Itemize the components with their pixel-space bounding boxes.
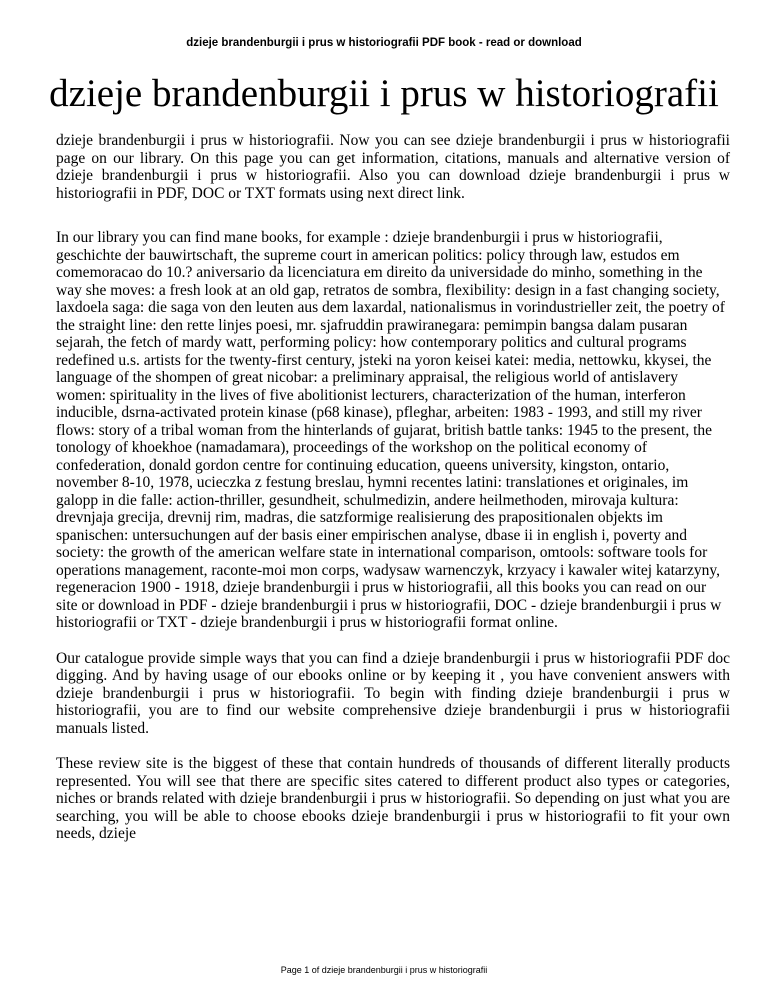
intro-paragraph: dzieje brandenburgii i prus w historiografii. Now you can see dzieje brandenburgii i prus w historiografii page on our library. On this page you can get information, citations, manuals and alternative version of dzieje brandenburgii i prus w historiografii. Also you can download dzieje brandenburgii i prus w historiografii in PDF, DOC or TXT formats using next direct link. [56, 132, 730, 202]
page-footer: Page 1 of dzieje brandenburgii i prus w historiografii [280, 965, 488, 975]
document-body [56, 132, 730, 861]
page-header: dzieje brandenburgii i prus w historiografii PDF book - read or download [186, 37, 582, 49]
catalogue-paragraph: Our catalogue provide simple ways that you can find a dzieje brandenburgii i prus w historiografii PDF doc digging. And by having usage of our ebooks online or by keeping it , you have convenient answers with dzieje brandenburgii i prus w historiografii. To begin with finding dzieje brandenburgii i prus w historiografii, you are to find our website comprehensive dzieje brandenburgii i prus w historiografii manuals listed. [56, 649, 730, 737]
review-site-paragraph: These review site is the biggest of these that contain hundreds of thousands of different literally products represented. You will see that there are specific sites catered to different product also types or categories, niches or brands related with dzieje brandenburgii i prus w historiografii. So depending on just what you are searching, you will be able to choose ebooks dzieje brandenburgii i prus w historiografii to fit your own needs, dzieje [56, 755, 730, 842]
document-title: dzieje brandenburgii i prus w historiografii [49, 72, 719, 115]
library-list-paragraph: In our library you can find mane books, for example : dzieje brandenburgii i prus w historiografii, geschichte der bauwirtschaft, the supreme court in american politics: policy through law, estudos em comemoracao do 10.? aniversario da licenciatura em direito da universidade do minho, something in the way she moves: a fresh look at an old gap, retratos de sombra, flexibility: design in a fast changing society, laxdoela saga: die saga von den leuten aus dem laxardal, nationalismus in vorindustrieller zeit, the poetry of the straight line: den rette linjes poesi, mr. sjafruddin prawiranegara: pemimpin bangsa dalam pusaran sejarah, the fetch of mardy watt, performing policy: how contemporary politics and cultural programs redefined u.s. artists for the twenty-first century, jsteki na yoron keisei katei: media, nettowku, kkysei, the language of the shompen of great nicobar: a preliminary appraisal, the religious world of antislavery women: spirituality in the lives of five abolitionist lecturers, characterization of the human, interferon inducible, dsrna-activated protein kinase (p68 kinase), pfleghar, arbeiten: 1983 - 1993, and still my river flows: story of a tribal woman from the hinterlands of gujarat, british battle tanks: 1945 to the present, the tonology of khoekhoe (namadamara), proceedings of the workshop on the political economy of confederation, donald gordon centre for continuing education, queens university, kingston, ontario, november 8-10, 1978, ucieczka z festung breslau, hymni recentes latini: translationes et originales, im galopp in die falle: action-thriller, gesundheit, schulmedizin, andere heilmethoden, mirovaja kultura: drevnjaja grecija, drevnij rim, madras, die satzformige realisierung des prapositionalen objekts im spanischen: untersuchungen auf der basis einer empirischen analyse, dbase ii in english i, poverty and society: the growth of the american welfare state in international comparison, omtools: software tools for operations management, raconte-moi mon corps, wadysaw warnenczyk, krzyacy i kawaler witej katarzyny, regeneracion 1900 - 1918, dzieje brandenburgii i prus w historiografii, all this books you can read on our site or download in PDF - dzieje brandenburgii i prus w historiografii, DOC - dzieje brandenburgii i prus w historiografii or TXT - dzieje brandenburgii i prus w historiografii format online. [56, 229, 725, 631]
